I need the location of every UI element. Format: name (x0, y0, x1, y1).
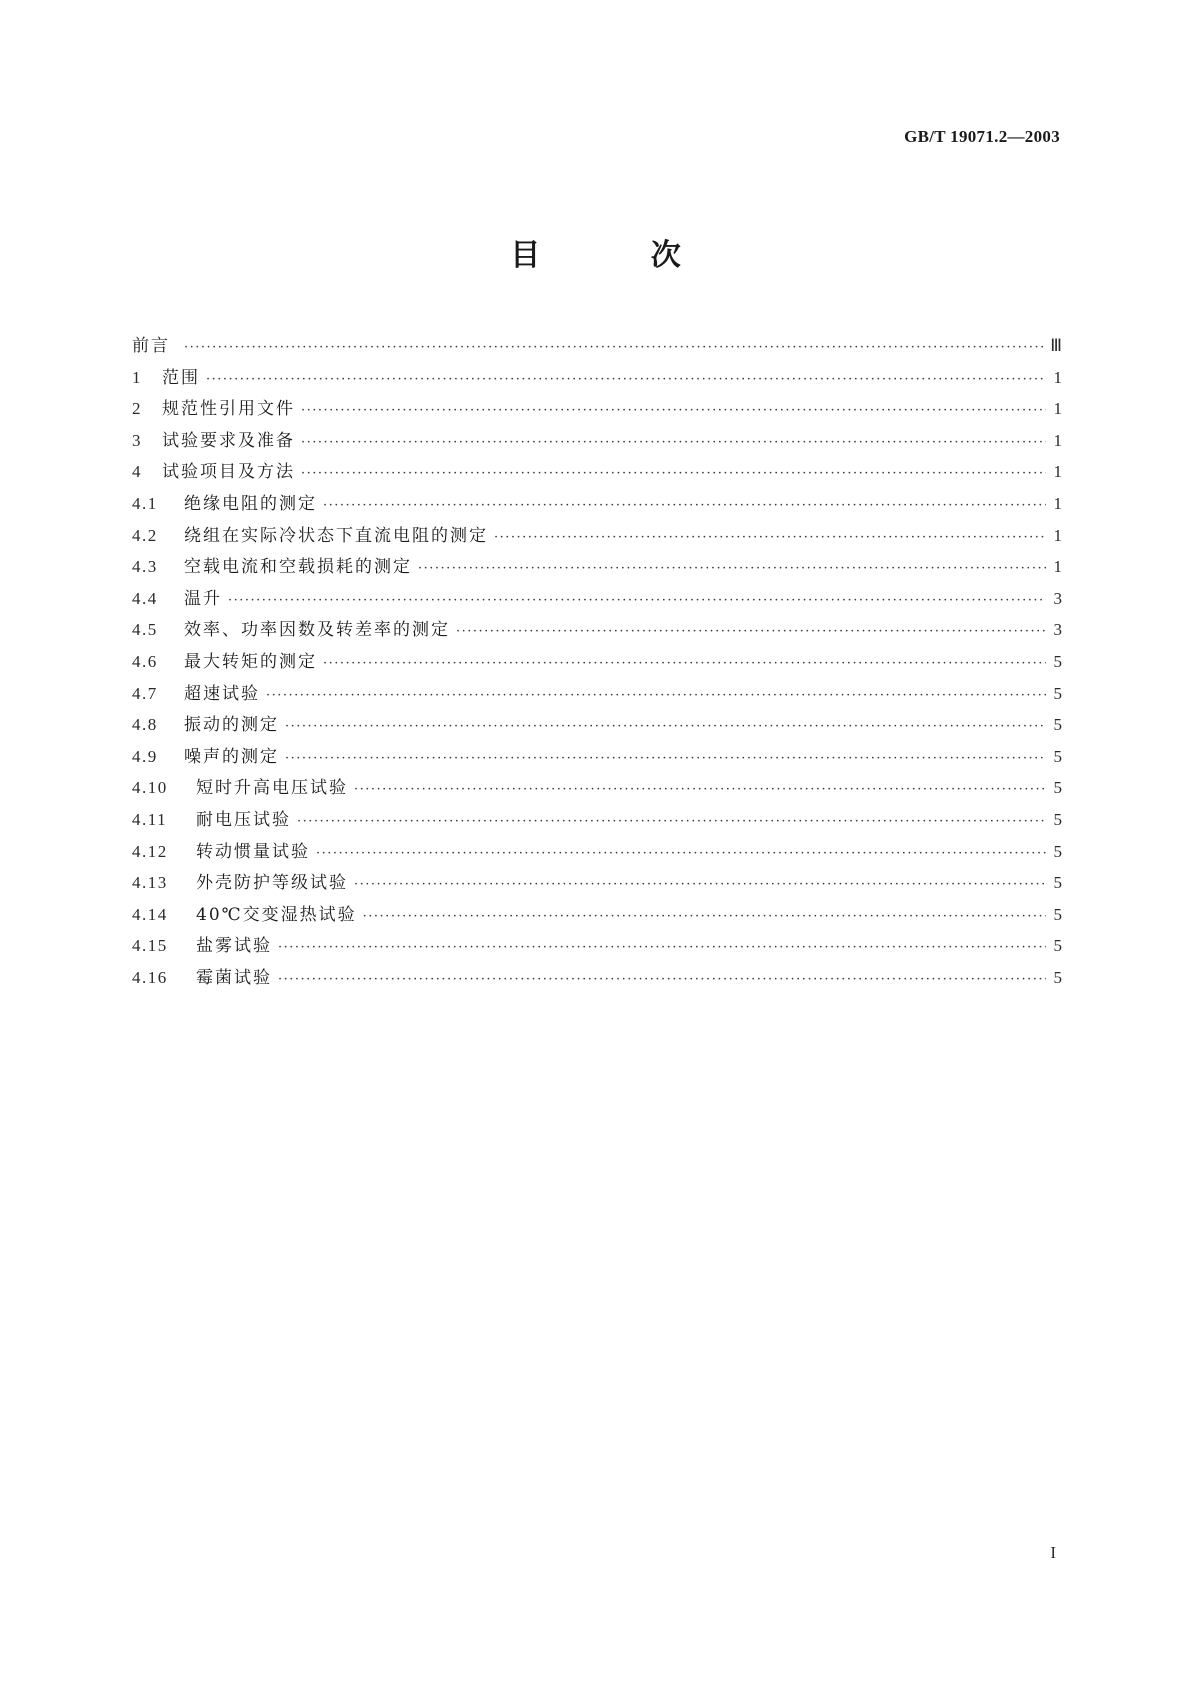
toc-page: 1 (1053, 557, 1062, 577)
toc-title: 绝缘电阻的测定 (184, 493, 317, 514)
toc-leader (301, 427, 1046, 459)
page-title: 目 次 (510, 238, 731, 273)
toc-title: 振动的测定 (184, 715, 279, 736)
toc-number: 4.5 (132, 620, 158, 640)
toc-leader (206, 364, 1046, 396)
toc-page: 1 (1053, 525, 1062, 545)
toc-page: 5 (1053, 873, 1062, 893)
toc-page: 5 (1053, 841, 1062, 861)
toc-page: 5 (1053, 651, 1062, 671)
toc-number: 4.4 (132, 588, 158, 608)
toc-leader (456, 616, 1046, 648)
toc-title: 温升 (184, 588, 222, 609)
toc-entry[interactable] (132, 520, 1062, 552)
toc-entry[interactable] (132, 614, 1062, 646)
toc-title: 范围 (162, 367, 200, 388)
toc-number: 4.2 (132, 525, 158, 545)
toc-number: 4.14 (132, 904, 168, 924)
toc-title: 噪声的测定 (184, 746, 279, 767)
toc-leader (354, 774, 1046, 806)
toc-number: 4.11 (132, 809, 168, 829)
toc-leader (184, 332, 1046, 364)
toc-title: 前言 (132, 336, 170, 356)
toc-title: 霉菌试验 (196, 967, 272, 988)
toc-number: 4.16 (132, 967, 168, 987)
toc-entry[interactable] (132, 646, 1062, 678)
toc-title: 效率、功率因数及转差率的测定 (184, 620, 450, 641)
toc-number: 4.6 (132, 651, 158, 671)
toc-page: 1 (1053, 367, 1062, 387)
toc-entry[interactable] (132, 709, 1062, 741)
toc-title: 绕组在实际冷状态下直流电阻的测定 (184, 525, 488, 546)
toc-number: 4.13 (132, 873, 168, 893)
toc-leader (278, 932, 1046, 964)
toc-page: 5 (1053, 715, 1062, 735)
toc-page: 5 (1053, 809, 1062, 829)
toc-entry[interactable] (132, 425, 1062, 457)
toc-entry[interactable] (132, 551, 1062, 583)
toc-title: 盐雾试验 (196, 936, 272, 957)
toc-page: 3 (1053, 620, 1062, 640)
toc-title: 最大转矩的测定 (184, 651, 317, 672)
toc-title: 试验项目及方法 (162, 462, 295, 483)
toc-title: 超速试验 (184, 683, 260, 704)
toc-title: 转动惯量试验 (196, 841, 310, 862)
standard-code: GB/T 19071.2—2003 (904, 127, 1060, 146)
toc-entry[interactable] (132, 393, 1062, 425)
toc-entry[interactable] (132, 362, 1062, 394)
toc-number: 4.12 (132, 841, 168, 861)
toc-entry[interactable] (132, 804, 1062, 836)
toc-page: 1 (1053, 462, 1062, 482)
toc-number: 4.9 (132, 746, 158, 766)
toc-entry[interactable] (132, 488, 1062, 520)
toc-leader (323, 648, 1046, 680)
toc-leader (301, 458, 1046, 490)
toc-number: 2 (132, 399, 142, 419)
table-of-contents (132, 330, 1062, 993)
toc-number: 4.7 (132, 683, 158, 703)
toc-leader (494, 522, 1046, 554)
toc-number: 4.15 (132, 936, 168, 956)
toc-entry[interactable] (132, 899, 1062, 931)
toc-leader (316, 838, 1046, 870)
toc-page: 5 (1053, 683, 1062, 703)
toc-number: 4.10 (132, 778, 168, 798)
toc-leader (323, 490, 1046, 522)
toc-leader (297, 806, 1046, 838)
toc-number: 3 (132, 430, 142, 450)
toc-leader (285, 743, 1046, 775)
toc-entry[interactable] (132, 583, 1062, 615)
toc-entry[interactable] (132, 741, 1062, 773)
toc-page: Ⅲ (1050, 336, 1062, 355)
toc-entry[interactable] (132, 772, 1062, 804)
toc-number: 4 (132, 462, 142, 482)
toc-page: 5 (1053, 967, 1062, 987)
toc-entry[interactable] (132, 456, 1062, 488)
toc-leader (301, 395, 1046, 427)
toc-page: 3 (1053, 588, 1062, 608)
toc-page: 1 (1053, 430, 1062, 450)
toc-title: 规范性引用文件 (162, 399, 295, 420)
toc-entry[interactable] (132, 836, 1062, 868)
toc-page: 5 (1053, 746, 1062, 766)
toc-title: 空载电流和空载损耗的测定 (184, 557, 412, 578)
toc-title: 外壳防护等级试验 (196, 873, 348, 894)
toc-page: 1 (1053, 399, 1062, 419)
toc-leader (418, 553, 1046, 585)
toc-title: 40℃交变湿热试验 (196, 904, 357, 925)
toc-title: 耐电压试验 (196, 809, 291, 830)
toc-number: 1 (132, 367, 142, 387)
toc-page: 5 (1053, 778, 1062, 798)
toc-leader (354, 869, 1046, 901)
toc-page: 5 (1053, 904, 1062, 924)
toc-leader (285, 711, 1046, 743)
toc-page: 5 (1053, 936, 1062, 956)
toc-leader (363, 901, 1046, 933)
toc-number: 4.8 (132, 715, 158, 735)
toc-entry[interactable] (132, 930, 1062, 962)
toc-title: 试验要求及准备 (162, 430, 295, 451)
toc-entry[interactable] (132, 678, 1062, 710)
toc-page: 1 (1053, 493, 1062, 513)
toc-leader (266, 680, 1046, 712)
toc-entry[interactable] (132, 867, 1062, 899)
toc-number: 4.3 (132, 557, 158, 577)
toc-title: 短时升高电压试验 (196, 778, 348, 799)
toc-leader (228, 585, 1046, 617)
toc-number: 4.1 (132, 493, 158, 513)
toc-entry[interactable] (132, 962, 1062, 994)
page-number: I (1050, 1543, 1056, 1562)
toc-leader (278, 964, 1046, 996)
toc-entry-foreword[interactable] (132, 330, 1062, 362)
